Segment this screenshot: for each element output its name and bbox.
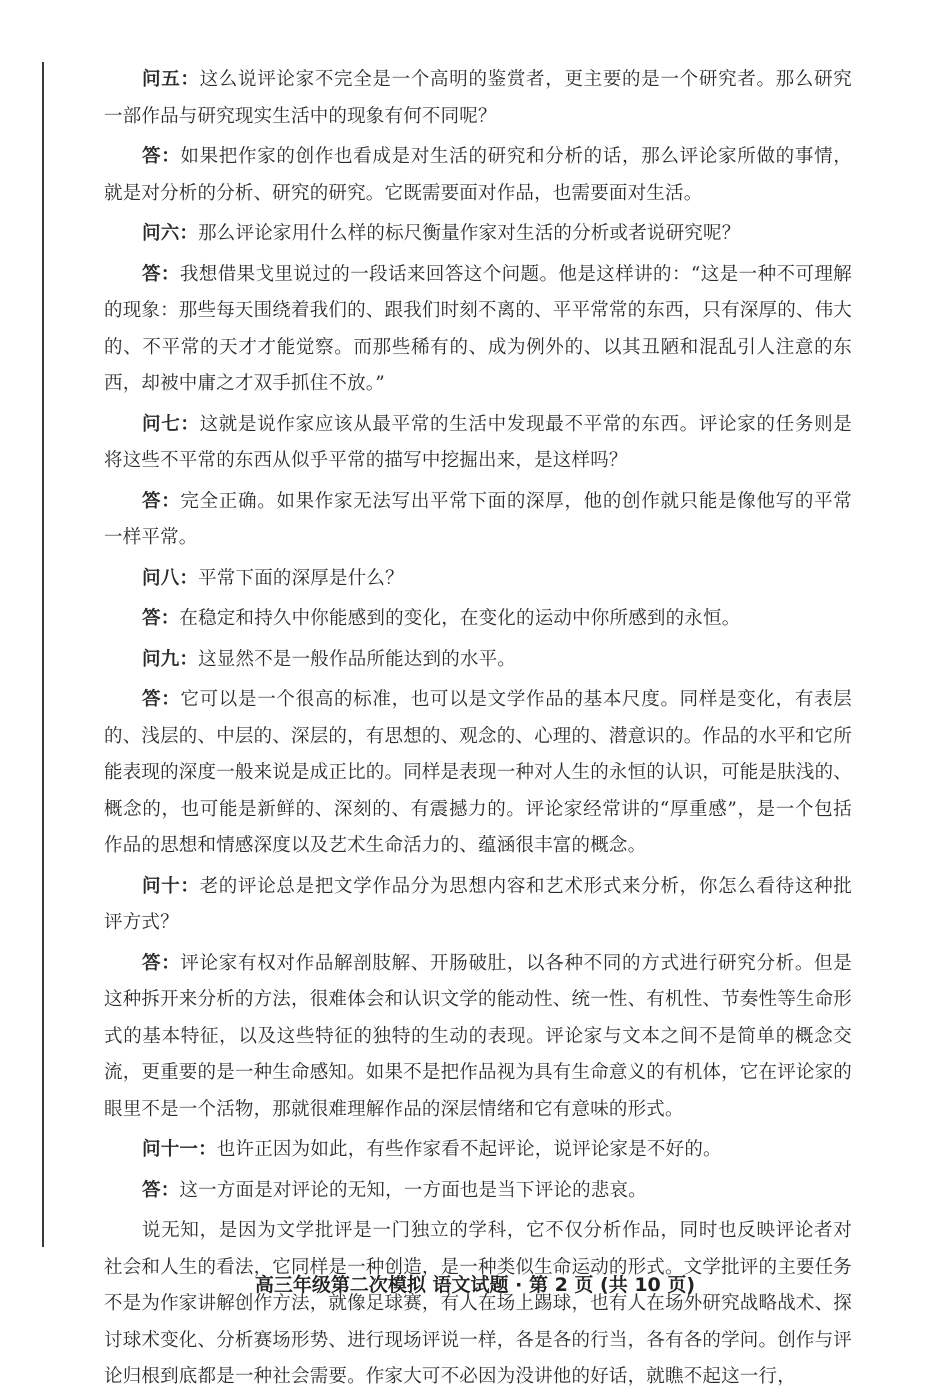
paragraph-label: 问五： bbox=[142, 69, 200, 90]
paragraph-text: 评论家有权对作品解剖肢解、开肠破肚，以各种不同的方式进行研究分析。但是这种拆开来分析的方法，很难体会和认识文学的能动性、统一性、有机性、节奏性等生命形式的基本特征，以及这些特征的独特的生动的表现。评论家与文本之间不是简单的概念交流，更重要的是一种生命感知。如果不是把作品视为具有生命意义的有机体，它在评论家的眼里不是一个活物，那就很难理解作品的深层情绪和它有意味的形式。 bbox=[104, 952, 853, 1120]
paragraph-text: 这就是说作家应该从最平常的生活中发现最不平常的东西。评论家的任务则是将这些不平常的东西从似乎平常的描写中挖掘出来，是这样吗？ bbox=[104, 413, 852, 471]
paragraph-label: 答： bbox=[142, 1179, 180, 1201]
paragraph-label: 问九： bbox=[142, 648, 199, 670]
paragraph-text: 那么评论家用什么样的标尺衡量作家对生活的分析或者说研究呢？ bbox=[198, 223, 741, 244]
margin-rule bbox=[42, 62, 44, 1247]
qa-paragraph bbox=[104, 682, 852, 865]
paragraph-label: 答： bbox=[142, 146, 181, 167]
paragraph-text: 在稳定和持久中你能感到的变化，在变化的运动中你所感到的永恒。 bbox=[179, 608, 741, 629]
qa-paragraph bbox=[104, 1173, 852, 1210]
qa-paragraph bbox=[104, 869, 852, 942]
body-paragraph bbox=[104, 1213, 852, 1396]
qa-paragraph bbox=[104, 601, 852, 638]
qa-paragraph bbox=[104, 484, 852, 557]
page-footer: 高三年级第二次模拟 语文试题 · 第 2 页 (共 10 页) bbox=[254, 1274, 696, 1296]
qa-paragraph bbox=[104, 561, 852, 598]
paragraph-text: 也许正因为如此，有些作家看不起评论，说评论家是不好的。 bbox=[216, 1139, 722, 1160]
paragraph-text: 它可以是一个很高的标准，也可以是文学作品的基本尺度。同样是变化，有表层的、浅层的、中层的、深层的，有思想的、观念的、心理的、潜意识的。作品的水平和它所能表现的深度一般来说是成正比的。同样是表现一种对人生的永恒的认识，可能是肤浅的、概念的，也可能是新鲜的、深刻的、有震撼力的。评论家经常讲的“厚重感”，是一个包括作品的思想和情感深度以及艺术生命活力的、蕴涵很丰富的概念。 bbox=[104, 689, 853, 856]
paragraph-text: 如果把作家的创作也看成是对生活的研究和分析的话，那么评论家所做的事情，就是对分析的分析、研究的研究。它既需要面对作品，也需要面对生活。 bbox=[104, 146, 852, 204]
paragraph-text: 我想借果戈里说过的一段话来回答这个问题。他是这样讲的：“这是一种不可理解的现象：那些每天围绕着我们的、跟我们时刻不离的、平平常常的东西，只有深厚的、伟大的、不平常的天才才能觉察。而那些稀有的、成为例外的、以其丑陋和混乱引人注意的东西，却被中庸之才双手抓住不放。” bbox=[104, 263, 853, 394]
qa-paragraph bbox=[104, 946, 852, 1129]
paragraph-text: 说无知，是因为文学批评是一门独立的学科，它不仅分析作品，同时也反映评论者对社会和人生的看法，它同样是一种创造，是一种类似生命运动的形式。文学批评的主要任务不是为作家讲解创作方法，就像足球赛，有人在场上踢球，也有人在场外研究战略战术、探讨球术变化、分析赛场形势、进行现场评说一样，各是各的行当，各有各的学问。创作与评论归根到底都是一种社会需要。作家大可不必因为没讲他的好话，就瞧不起这一行， bbox=[104, 1220, 853, 1387]
paragraph-label: 答： bbox=[142, 952, 181, 974]
paragraph-label: 答： bbox=[142, 608, 180, 629]
paragraph-label: 答： bbox=[142, 263, 180, 285]
paragraph-label: 问六： bbox=[142, 223, 199, 244]
document-body bbox=[104, 62, 852, 1400]
paragraph-text: 完全正确。如果作家无法写出平常下面的深厚，他的创作就只能是像他写的平常一样平常。 bbox=[104, 490, 852, 548]
paragraph-label: 答： bbox=[142, 490, 181, 512]
qa-paragraph bbox=[104, 407, 852, 480]
paragraph-text: 老的评论总是把文学作品分为思想内容和艺术形式来分析，你怎么看待这种批评方式？ bbox=[104, 875, 852, 933]
paragraph-text: 这么说评论家不完全是一个高明的鉴赏者，更主要的是一个研究者。那么研究一部作品与研究现实生活中的现象有何不同呢？ bbox=[104, 69, 852, 127]
paragraph-label: 问八： bbox=[142, 567, 199, 589]
qa-paragraph bbox=[104, 216, 852, 253]
qa-paragraph bbox=[104, 642, 852, 679]
paragraph-label: 问七： bbox=[142, 413, 200, 435]
paragraph-label: 答： bbox=[142, 689, 181, 710]
qa-paragraph bbox=[104, 1132, 852, 1169]
qa-paragraph bbox=[104, 62, 852, 135]
paragraph-label: 问十一： bbox=[142, 1139, 217, 1160]
paragraph-label: 问十： bbox=[142, 875, 200, 897]
qa-paragraph bbox=[104, 139, 852, 212]
qa-paragraph bbox=[104, 257, 852, 403]
paragraph-text: 平常下面的深厚是什么？ bbox=[198, 567, 404, 589]
paragraph-text: 这一方面是对评论的无知，一方面也是当下评论的悲哀。 bbox=[179, 1179, 647, 1201]
paragraph-text: 这显然不是一般作品所能达到的水平。 bbox=[198, 648, 517, 670]
